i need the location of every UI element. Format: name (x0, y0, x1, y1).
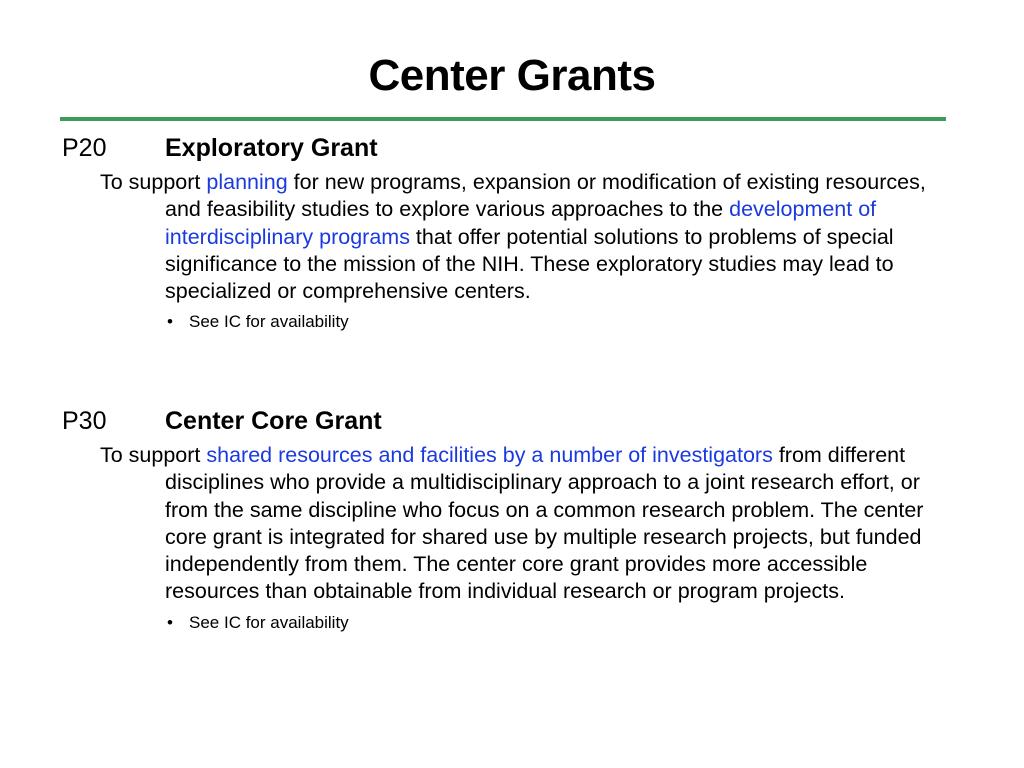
bullet-icon: • (167, 612, 173, 632)
highlighted-phrase: development of interdisciplinary programs (165, 197, 877, 249)
highlighted-phrase: planning (206, 170, 288, 194)
grant-code: P30 (62, 407, 107, 435)
slide-title: Center Grants (368, 51, 656, 100)
availability-bullet (62, 310, 962, 334)
grant-name: Exploratory Grant (165, 134, 378, 162)
availability-note: See IC for availability (189, 312, 349, 332)
availability-note: See IC for availability (189, 612, 349, 632)
availability-bullet (62, 611, 962, 635)
grant-description (62, 169, 962, 305)
grant-section-p30 (62, 404, 962, 635)
highlighted-phrase: shared resources and facilities by a number of investigators (206, 443, 773, 467)
title-divider (60, 117, 946, 121)
grant-code: P20 (62, 134, 107, 162)
grant-description (62, 442, 962, 606)
description-text: that offer potential solutions to problems of special significance to the mission of the NIH. These exploratory studies may lead to specialized or comprehensive centers. (165, 224, 894, 304)
bullet-icon: • (167, 312, 173, 332)
grant-section-p20 (62, 131, 962, 334)
grant-heading (62, 404, 962, 438)
description-text: To support (100, 443, 207, 467)
grant-heading (62, 131, 962, 165)
description-text: for new programs, expansion or modification of existing resources, and feasibility studies to explore various approaches to the (165, 170, 926, 222)
grant-name: Center Core Grant (165, 407, 382, 435)
description-text: To support (100, 170, 207, 194)
description-text: from different disciplines who provide a multidisciplinary approach to a joint research effort, or from the same discipline who focus on a common research problem. The center core grant is integrated for shared use by multiple research projects, but funded independently from them. The center core grant provides more accessible resources than obtainable from individual research or program projects. (165, 443, 924, 604)
